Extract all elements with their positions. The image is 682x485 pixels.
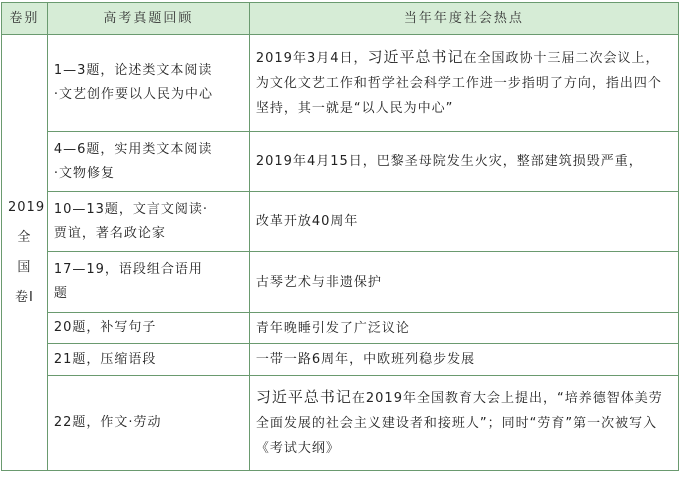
question-cell: 1—3题，论述类文本阅读 ·文艺创作要以人民为中心 xyxy=(47,35,249,132)
table-row xyxy=(2,35,679,132)
table-row xyxy=(2,313,679,344)
volume-line2: 全 国 xyxy=(17,229,32,275)
hotspot-cell: 改革开放40周年 xyxy=(249,192,678,252)
table-row xyxy=(2,344,679,376)
header-volume: 卷别 xyxy=(2,3,48,35)
table-row xyxy=(2,376,679,471)
hotspot-emphasis: 习近平总书记 xyxy=(255,388,352,406)
hotspot-cell: 习近平总书记在2019年全国教育大会上提出，“培养德智体美劳全面发展的社会主义建设者和接班人”；同时“劳育”第一次被写入《考试大纲》 xyxy=(249,376,678,471)
volume-year: 2019 xyxy=(8,199,46,215)
hotspot-cell: 青年晚睡引发了广泛议论 xyxy=(249,313,678,344)
header-hotspots: 当年年度社会热点 xyxy=(249,3,678,35)
question-cell: 17—19，语段组合语用 题 xyxy=(47,252,249,313)
hotspot-cell: 2019年3月4日，习近平总书记在全国政协十三届二次会议上，为文化文艺工作和哲学社会科学工作进一步指明了方向，指出四个坚持，其一就是“以人民为中心” xyxy=(249,35,678,132)
volume-cell xyxy=(2,35,48,471)
hotspot-cell: 一带一路6周年，中欧班列稳步发展 xyxy=(249,344,678,376)
table-row xyxy=(2,192,679,252)
hotspot-emphasis: 习近平总书记 xyxy=(367,48,464,66)
table-row xyxy=(2,132,679,192)
header-questions: 高考真题回顾 xyxy=(47,3,249,35)
question-cell: 21题，压缩语段 xyxy=(47,344,249,376)
volume-line3: 卷Ⅰ xyxy=(14,289,34,305)
exam-hotspot-table xyxy=(1,2,679,471)
question-cell: 4—6题，实用类文本阅读 ·文物修复 xyxy=(47,132,249,192)
question-cell: 20题，补写句子 xyxy=(47,313,249,344)
table-header-row xyxy=(2,3,679,35)
hotspot-cell: 古琴艺术与非遗保护 xyxy=(249,252,678,313)
question-cell: 22题，作文·劳动 xyxy=(47,376,249,471)
hotspot-cell: 2019年4月15日，巴黎圣母院发生火灾，整部建筑损毁严重， xyxy=(249,132,678,192)
table-row xyxy=(2,252,679,313)
question-cell: 10—13题，文言文阅读· 贾谊，著名政论家 xyxy=(47,192,249,252)
